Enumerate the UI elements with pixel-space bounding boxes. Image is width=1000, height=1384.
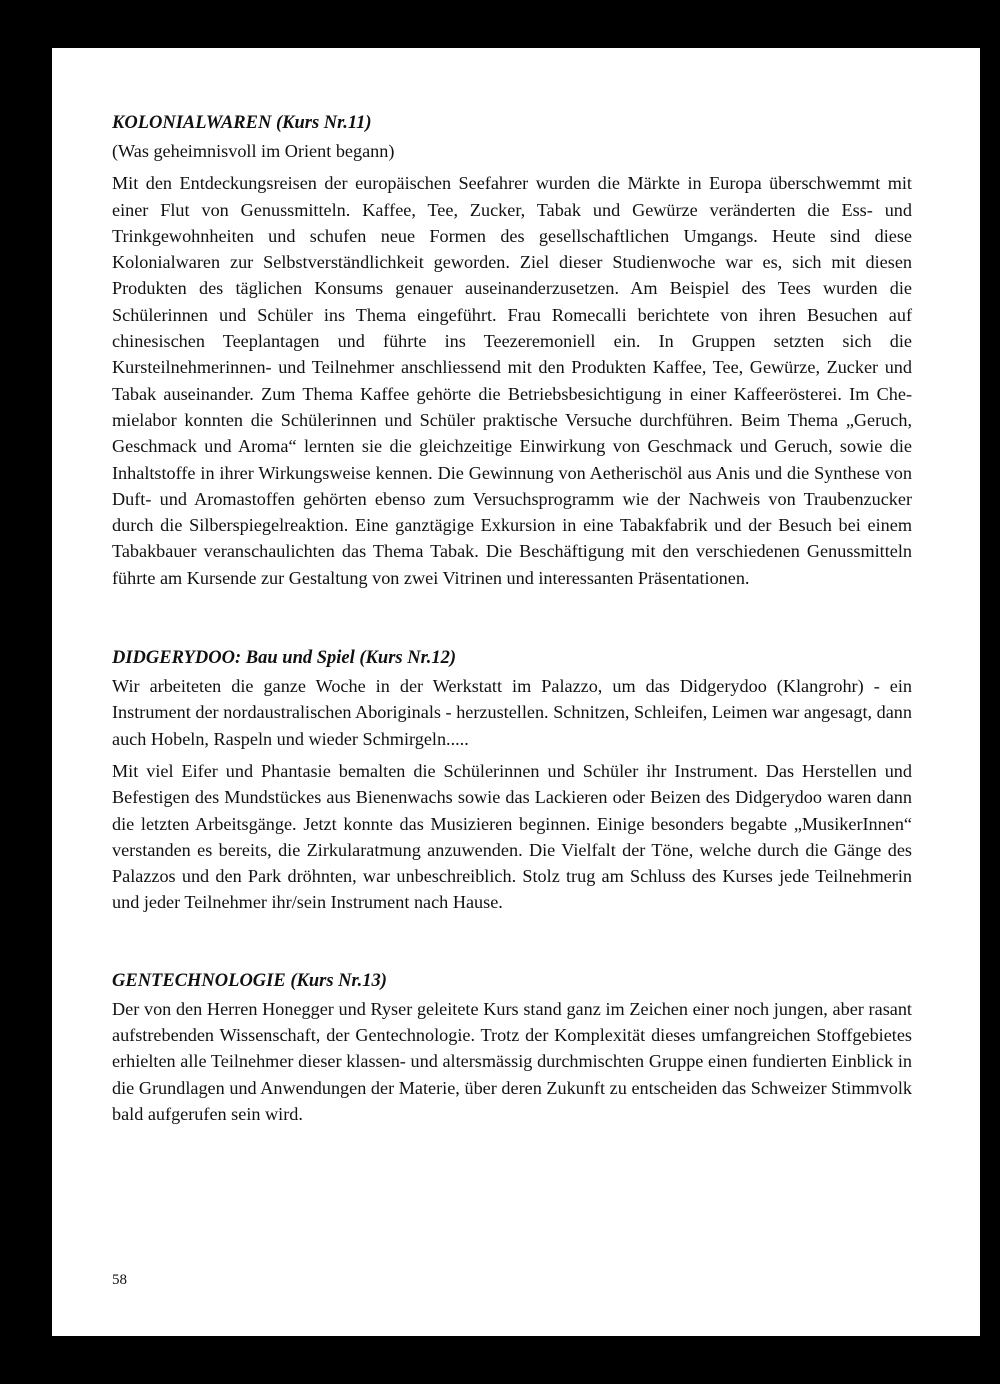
section-didgerydoo: [112, 645, 912, 916]
section-heading: KOLONIALWAREN (Kurs Nr.11): [112, 113, 372, 133]
section-paragraph: Mit viel Eifer und Phantasie bemalten die Schülerinnen und Schüler ihr Instrument. Das Herstellen und Befestigen des Mundstückes aus Bienenwachs sowie das Lackieren oder Beizen des Didgerydoo waren dann die letzten Arbeitsgänge. Jetzt konnte das Musizieren beginnen. Einige besonders begabte „MusikerInnen“ verstanden es bereits, die Zirkularatmung anzuwenden. Die Vielfalt der Töne, welche durch die Gänge des Palazzos und den Park dröhnten, war unbeschreiblich. Stolz trug am Schluss des Kurses jede Teilnehmerin und jeder Teilnehmer ihr/sein Instrument nach Hause.: [112, 760, 912, 913]
section-paragraph: Der von den Herren Honegger und Ryser geleitete Kurs stand ganz im Zeichen einer noch jungen, aber rasant aufstrebenden Wissenschaft, der Gentechnologie. Trotz der Komplexität dieses umfangreichen Stoffgebietes erhielten alle Teilnehmer dieser klassen- und altersmässig durchmischten Gruppe einen fundierten Einblick in die Grundlagen und Anwendungen der Materie, über deren Zukunft zu entscheiden das Schweizer Stimmvolk bald aufgerufen sein wird.: [112, 998, 912, 1124]
section-heading: GENTECHNOLOGIE (Kurs Nr.13): [112, 970, 387, 991]
section-spacer: [112, 597, 912, 645]
section-spacer: [112, 922, 912, 968]
section-paragraph: Mit den Entdeckungsreisen der europäischen Seefahrer wurden die Märkte in Europa überschwemmt mit einer Flut von Genussmitteln. Kaffee, Tee, Zucker, Tabak und Gewürze veränderten die Ess- und Trinkgewohnheiten und schufen neue Formen des gesellschaftlichen Umgangs. Heute sind diese Kolonialwaren zur Selbstverständlichkeit geworden. Ziel dieser Studienwoche war es, sich mit diesen Produkten des täglichen Konsums genauer auseinanderzusetzen. Am Beispiel des Tees wurden die Schülerinnen und Schüler ins Thema eingeführt. Frau Romecalli berichtete von ihren Besuchen auf chinesischen Teeplantagen und führte ins Teezeremoniell ein. In Gruppen setzten sich die Kursteilnehmerinnen- und Teilnehmer anschliessend mit den Produkten Kaffee, Tee, Gewürze, Zucker und Tabak auseinander. Zum Thema Kaffee gehörte die Betriebsbesichtigung in einer Kaffeerösterei. Im Chemielabor konnten die Schülerinnen und Schüler praktische Versuche durchführen. Beim Thema „Geruch, Geschmack und Aroma“ lernten sie die gleichzeitige Einwirkung von Geschmack und Geruch, sowie die Inhaltstoffe in ihrer Wirkungsweise kennen. Die Gewinnung von Aetherischöl aus Anis und die Synthese von Duft- und Aromastoffen gehörten ebenso zum Versuchsprogramm wie der Nachweis von Traubenzucker durch die Silberspiegelreaktion. Eine ganztägige Exkursion in eine Tabakfabrik und der Besuch bei einem Tabakbauer veranschaulichten das Thema Tabak. Die Beschäftigung mit den verschiedenen Genussmitteln führte am Kursende zur Gestaltung von zwei Vitrinen und interessanten Präsentationen.: [112, 173, 912, 588]
section-paragraph: Wir arbeiteten die ganze Woche in der Werkstatt im Palazzo, um das Didgerydoo (Klangrohr) - ein Instrument der nordaustralischen Aboriginals - herzustellen. Schnitzen, Schleifen, Leimen war angesagt, dann auch Hobeln, Raspeln und wieder Schmirgeln.....: [112, 676, 912, 749]
section-subtitle: (Was geheimnisvoll im Orient begann): [112, 141, 395, 161]
section-gentechnologie: [112, 968, 912, 1127]
page-number: 58: [112, 1272, 127, 1288]
section-heading: DIDGERYDOO: Bau und Spiel (Kurs Nr.12): [112, 648, 457, 669]
section-kolonialwaren: [112, 110, 912, 591]
document-page: [52, 48, 980, 1336]
